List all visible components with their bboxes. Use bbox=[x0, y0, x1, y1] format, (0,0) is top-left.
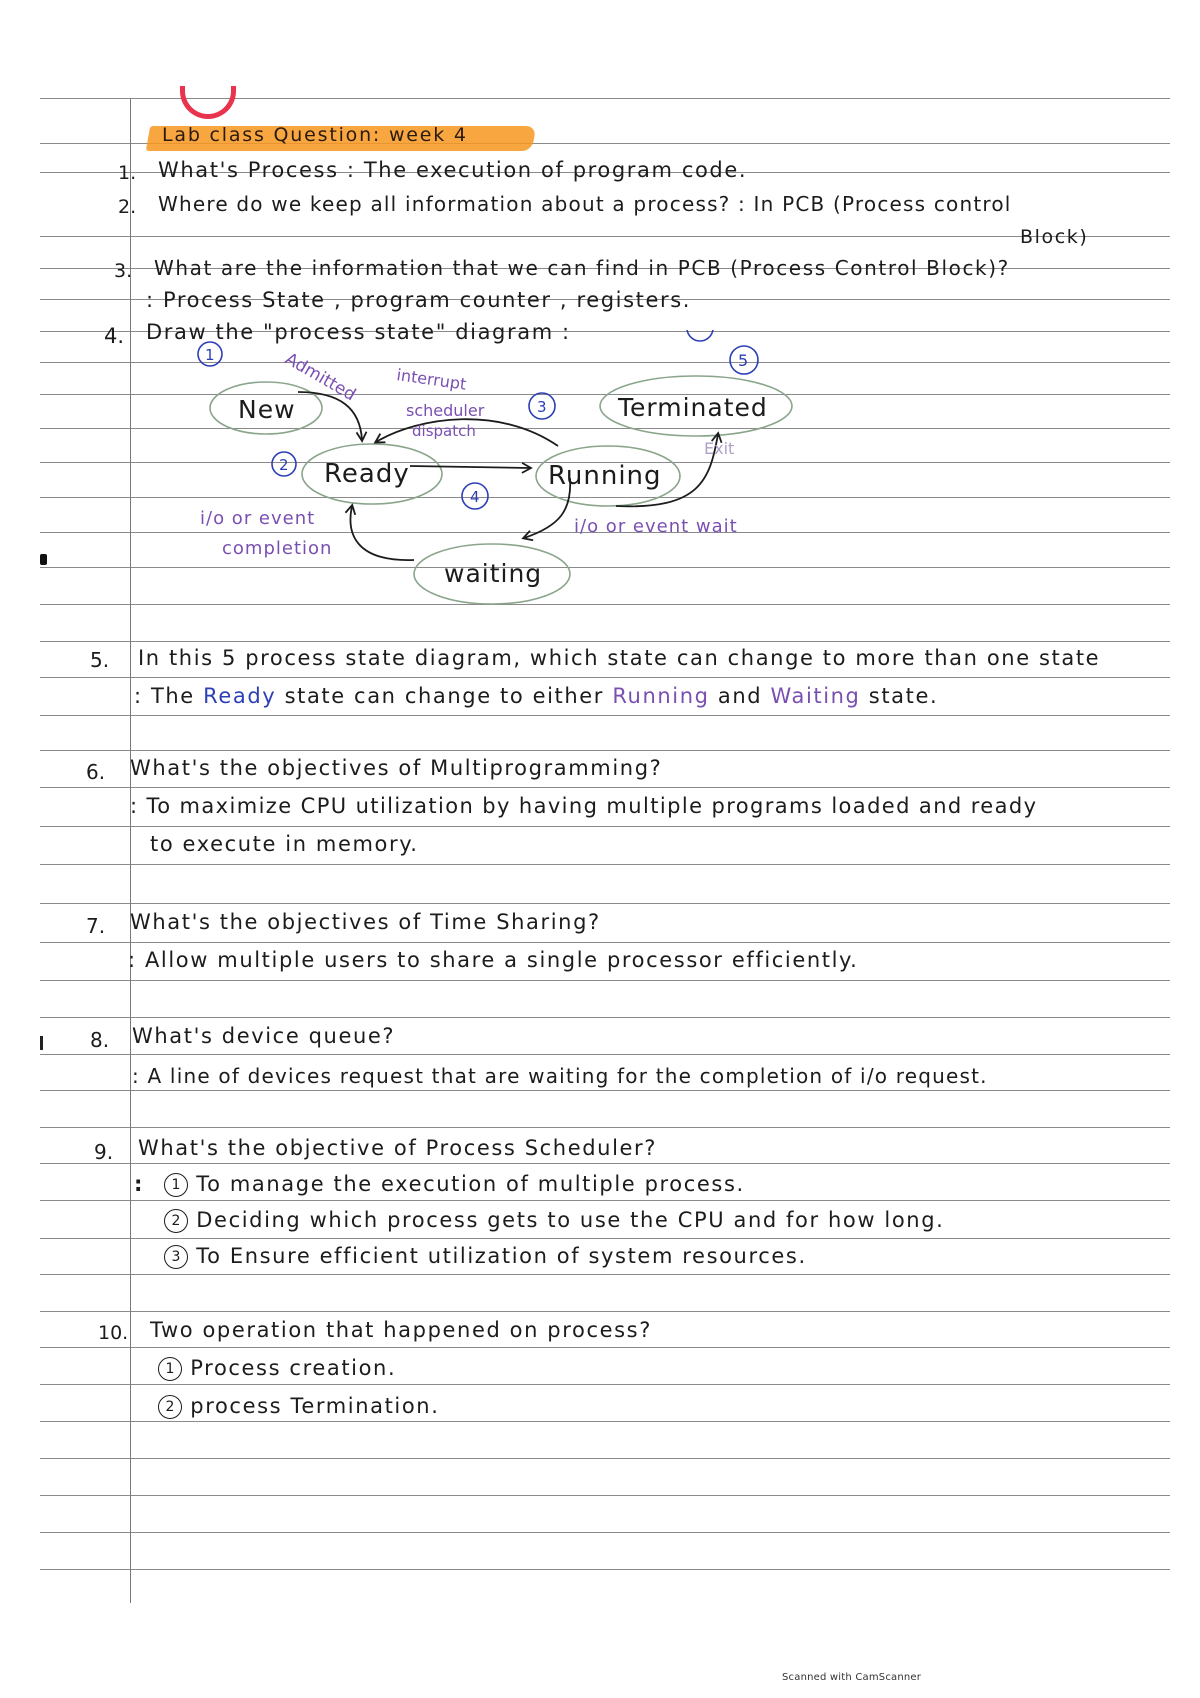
answer-5-part: state can change to either bbox=[284, 684, 605, 708]
answer-5-ready: Ready bbox=[203, 684, 277, 708]
circled-number-icon: 2 bbox=[158, 1395, 182, 1419]
question-7: What's the objectives of Time Sharing? bbox=[130, 910, 601, 934]
ruled-line bbox=[40, 942, 1170, 943]
state-terminated: Terminated bbox=[618, 393, 768, 422]
arrow-io-completion bbox=[350, 506, 414, 560]
margin-line bbox=[130, 98, 131, 1603]
answer-6: : To maximize CPU utilization by having multiple programs loaded and ready bbox=[130, 794, 1038, 818]
ruled-line bbox=[40, 677, 1170, 678]
answer-9-item-3 bbox=[164, 1244, 807, 1269]
ruled-line bbox=[40, 787, 1170, 788]
question-5: In this 5 process state diagram, which state can change to more than one state bbox=[138, 646, 1101, 670]
question-number: 2. bbox=[118, 196, 137, 218]
answer-9-item-text: To manage the execution of multiple process. bbox=[196, 1172, 745, 1196]
question-2: Where do we keep all information about a process? : In PCB (Process control bbox=[158, 192, 1012, 216]
answer-7: : Allow multiple users to share a single processor efficiently. bbox=[128, 948, 859, 972]
answer-9-item-text: To Ensure efficient utilization of system resources. bbox=[196, 1244, 807, 1268]
marker-ready bbox=[272, 452, 296, 476]
answer-9-item-2 bbox=[164, 1208, 944, 1233]
ruled-line bbox=[40, 864, 1170, 865]
circled-number-icon: 3 bbox=[164, 1245, 188, 1269]
ruled-line bbox=[40, 1274, 1170, 1275]
ruled-line bbox=[40, 1495, 1170, 1496]
state-running: Running bbox=[548, 461, 662, 491]
question-number: 1. bbox=[118, 162, 137, 184]
label-dispatch: dispatch bbox=[412, 422, 476, 440]
state-waiting: waiting bbox=[444, 559, 543, 588]
question-8: What's device queue? bbox=[132, 1024, 396, 1048]
ruled-line bbox=[40, 903, 1170, 904]
question-9: What's the objective of Process Scheduler? bbox=[138, 1136, 658, 1160]
ruled-line bbox=[40, 1090, 1170, 1091]
ruled-line bbox=[40, 1569, 1170, 1570]
marker-running bbox=[529, 393, 555, 419]
circled-number-icon: 1 bbox=[158, 1357, 182, 1381]
question-3: What are the information that we can find in PCB (Process Control Block)? bbox=[154, 256, 1010, 280]
answer-10-item-text: Process creation. bbox=[190, 1356, 397, 1380]
question-number: 7. bbox=[86, 914, 106, 938]
svg-text:5: 5 bbox=[738, 351, 749, 370]
label-io-completion-2: completion bbox=[222, 538, 333, 559]
circled-number-icon: 1 bbox=[164, 1173, 188, 1197]
ruled-line bbox=[40, 826, 1170, 827]
svg-text:2: 2 bbox=[279, 456, 289, 474]
question-number: 6. bbox=[86, 760, 106, 784]
state-new: New bbox=[238, 395, 296, 424]
question-6: What's the objectives of Multiprogramming? bbox=[130, 756, 663, 780]
lips-doodle-icon bbox=[180, 86, 236, 119]
question-number: 10. bbox=[98, 1322, 129, 1344]
answer-9-colon: : bbox=[134, 1172, 144, 1196]
ruled-line bbox=[40, 1311, 1170, 1312]
label-admitted: Admitted bbox=[281, 349, 360, 406]
page-title: Lab class Question: week 4 bbox=[162, 124, 468, 146]
answer-5 bbox=[134, 684, 938, 708]
ruled-line bbox=[40, 1127, 1170, 1128]
ruled-line bbox=[40, 641, 1170, 642]
ruled-line bbox=[40, 980, 1170, 981]
question-1: What's Process : The execution of program code. bbox=[158, 158, 748, 182]
answer-5-part: : The bbox=[134, 684, 195, 708]
marker-new bbox=[198, 342, 222, 366]
question-number: 3. bbox=[114, 260, 133, 282]
ruled-line bbox=[40, 1163, 1170, 1164]
ruled-line bbox=[40, 1017, 1170, 1018]
ruled-line bbox=[40, 1532, 1170, 1533]
answer-10-item-1 bbox=[158, 1356, 396, 1381]
ink-mark bbox=[40, 554, 47, 565]
state-ready: Ready bbox=[324, 459, 410, 489]
answer-9-item-text: Deciding which process gets to use the CPU and for how long. bbox=[196, 1208, 945, 1232]
answer-5-running: Running bbox=[612, 684, 710, 708]
ruled-line bbox=[40, 1421, 1170, 1422]
svg-text:4: 4 bbox=[470, 488, 480, 506]
marker-terminated bbox=[687, 330, 713, 341]
answer-9-item-1 bbox=[164, 1172, 745, 1197]
svg-text:1: 1 bbox=[205, 346, 215, 364]
label-io-wait: i/o or event wait bbox=[574, 516, 738, 537]
scanner-watermark: Scanned with CamScanner bbox=[782, 1672, 922, 1683]
answer-5-waiting: Waiting bbox=[770, 684, 861, 708]
svg-text:3: 3 bbox=[537, 398, 547, 416]
circled-number-icon: 2 bbox=[164, 1209, 188, 1233]
ruled-line bbox=[40, 1384, 1170, 1385]
label-scheduler: scheduler bbox=[406, 401, 485, 420]
label-interrupt: interrupt bbox=[395, 365, 468, 394]
answer-10-item-2 bbox=[158, 1394, 439, 1419]
ruled-line bbox=[40, 1054, 1170, 1055]
label-exit: Exit bbox=[704, 439, 735, 458]
question-10: Two operation that happened on process? bbox=[150, 1318, 652, 1342]
answer-6-continued: to execute in memory. bbox=[150, 832, 419, 856]
arrow-dispatch bbox=[410, 466, 530, 468]
answer-5-part: and bbox=[717, 684, 763, 708]
answer-10-item-text: process Termination. bbox=[190, 1394, 440, 1418]
ruled-line bbox=[40, 1458, 1170, 1459]
question-number: 5. bbox=[90, 648, 110, 672]
question-2-continued: Block) bbox=[1020, 226, 1089, 248]
question-4: Draw the "process state" diagram : bbox=[146, 320, 571, 344]
answer-5-part: state. bbox=[868, 684, 939, 708]
ruled-line bbox=[40, 1200, 1170, 1201]
ruled-line bbox=[40, 750, 1170, 751]
ruled-line bbox=[40, 715, 1170, 716]
ruled-line bbox=[40, 1347, 1170, 1348]
question-number: 9. bbox=[94, 1140, 114, 1164]
answer-8: : A line of devices request that are waiting for the completion of i/o request. bbox=[132, 1064, 988, 1088]
marker-terminated-icon bbox=[726, 342, 762, 378]
question-number: 4. bbox=[104, 324, 125, 348]
ink-mark bbox=[40, 1036, 43, 1050]
answer-3: : Process State , program counter , registers. bbox=[146, 288, 692, 312]
ruled-line bbox=[40, 1238, 1170, 1239]
marker-waiting bbox=[462, 483, 488, 509]
label-io-completion: i/o or event bbox=[200, 508, 316, 529]
question-number: 8. bbox=[90, 1028, 110, 1052]
ruled-line bbox=[40, 236, 1170, 237]
